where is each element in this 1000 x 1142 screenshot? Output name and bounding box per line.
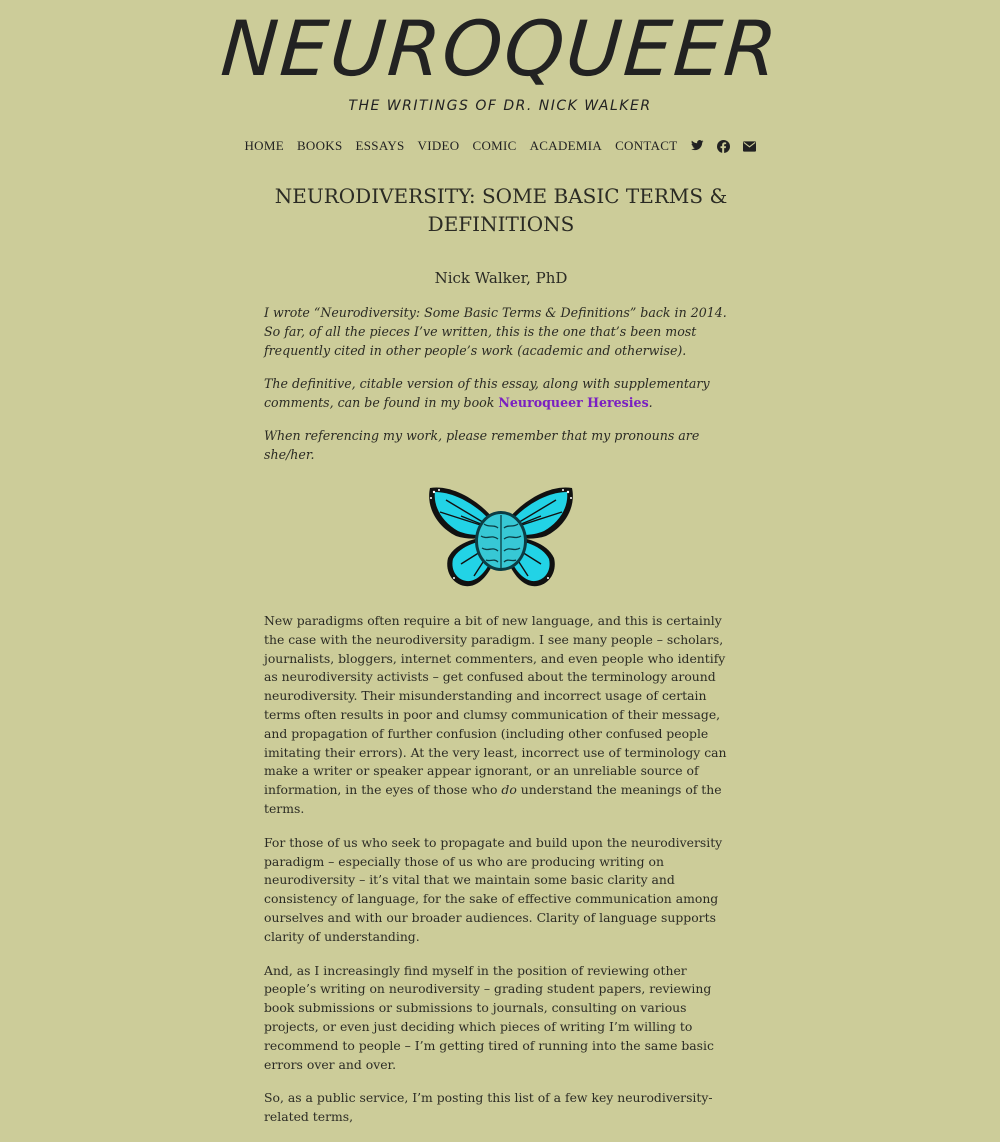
p1-text: New paradigms often require a bit of new language, and this is certainly the case with the neurodiversity paradigm. I see many people – scholars, journalists, bloggers, internet commenters, and even people who identify as neurodiversity activists – get confused about the terminology around neurodiversity. Their misunderstanding and incorrect usage of certain terms often results in poor and clumsy communication of their message, and propagation of further confusion (including other confused people imitating their errors). At the very least, incorrect use of terminology can make a writer or speaker appear ignorant, or an unreliable source of information, in the eyes of those who <box>264 613 727 798</box>
nav-books[interactable]: BOOKS <box>296 138 343 153</box>
p1-emphasis: do <box>501 782 517 798</box>
neuroqueer-heresies-link[interactable]: Neuroqueer Heresies <box>498 395 649 410</box>
intro-paragraph-2 <box>264 374 738 412</box>
nav-academia[interactable]: ACADEMIA <box>529 138 603 153</box>
nav-home[interactable]: HOME <box>244 138 284 153</box>
envelope-icon[interactable] <box>743 140 756 153</box>
body-paragraph-2: For those of us who seek to propagate and build upon the neurodiversity paradigm – especially those of us who are producing writing on neurodiversity – it’s vital that we maintain some basic clarity and consistency of language, for the sake of effective communication among ourselves and with our broader audiences. Clarity of language supports clarity of understanding. <box>264 834 723 944</box>
intro-paragraph-3: When referencing my work, please remember that my pronouns are she/her. <box>264 428 700 462</box>
body-paragraph-4: So, as a public service, I’m posting this list of a few key neurodiversity-related terms, <box>264 1090 713 1125</box>
site-tagline: THE WRITINGS OF DR. NICK WALKER <box>348 98 652 114</box>
page-title: NEURODIVERSITY: SOME BASIC TERMS & DEFINITIONS <box>274 184 728 236</box>
facebook-icon[interactable] <box>717 140 730 153</box>
nav-contact[interactable]: CONTACT <box>615 138 678 153</box>
article-author: Nick Walker, PhD <box>434 269 568 287</box>
twitter-icon[interactable] <box>691 140 704 153</box>
nav-comic[interactable]: COMIC <box>472 138 517 153</box>
article <box>264 182 738 1142</box>
intro-2-end: . <box>648 395 653 410</box>
nav-essays[interactable]: ESSAYS <box>355 138 405 153</box>
body-paragraph-1 <box>264 612 738 819</box>
site-title[interactable]: NEUROQUEER <box>218 4 782 93</box>
main-nav <box>0 136 1000 156</box>
butterfly-brain-image <box>426 486 576 590</box>
intro-2-text: The definitive, citable version of this essay, along with supplementary comments, can be found in my book <box>264 376 710 410</box>
p1-text-end: understand the meanings of the terms. <box>264 782 722 816</box>
body-paragraph-3: And, as I increasingly find myself in the position of reviewing other people’s writing on neurodiversity – grading student papers, reviewing book submissions or submissions to journals, consulting on various projects, or even just deciding which pieces of writing I’m willing to recommend to people – I’m getting tired of running into the same basic errors over and over. <box>264 962 714 1072</box>
nav-video[interactable]: VIDEO <box>417 138 460 153</box>
intro-paragraph-1: I wrote “Neurodiversity: Some Basic Terms & Definitions” back in 2014. So far, of all the pieces I’ve written, this is the one that’s been most frequently cited in other people’s work (academic and otherwise). <box>264 305 727 358</box>
